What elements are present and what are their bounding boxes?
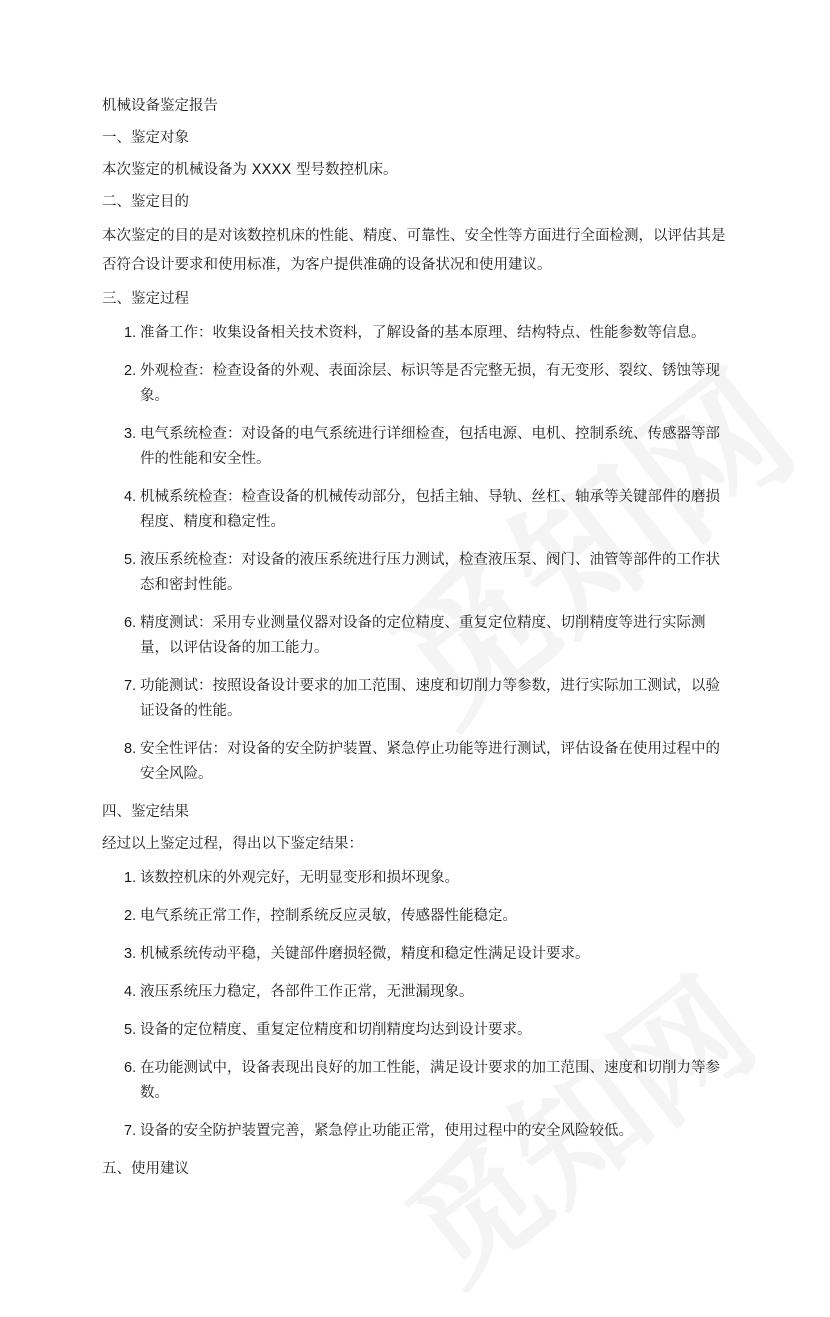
list-number: 4. — [124, 984, 137, 1000]
list-number: 5. — [124, 1022, 137, 1038]
list-item — [102, 422, 732, 472]
document-title: 机械设备鉴定报告 — [102, 98, 218, 114]
list-item — [102, 1056, 732, 1106]
section-heading: 二、鉴定目的 — [102, 194, 189, 210]
list-number: 7. — [124, 678, 137, 694]
section-heading: 四、鉴定结果 — [102, 804, 189, 820]
list-number: 5. — [124, 552, 137, 568]
section-heading: 三、鉴定过程 — [102, 291, 189, 307]
document-page — [102, 94, 732, 1182]
list-item-text: 机械系统传动平稳，关键部件磨损轻微，精度和稳定性满足设计要求。 — [140, 946, 590, 962]
list-item-text: 精度测试：采用专业测量仪器对设备的定位精度、重复定位精度、切削精度等进行实际测量，以评估设备的加工能力。 — [140, 615, 706, 656]
list-number: 2. — [124, 908, 137, 924]
list-item-text: 该数控机床的外观完好，无明显变形和损坏现象。 — [140, 870, 459, 886]
list-number: 2. — [124, 363, 137, 379]
section-heading: 五、使用建议 — [102, 1161, 189, 1177]
list-item-text: 在功能测试中，设备表现出良好的加工性能，满足设计要求的加工范围、速度和切削力等参数。 — [140, 1060, 720, 1101]
list-number: 6. — [124, 615, 137, 631]
result-list — [102, 866, 732, 1144]
section-heading: 一、鉴定对象 — [102, 130, 189, 146]
list-item-text: 电气系统正常工作，控制系统反应灵敏，传感器性能稳定。 — [140, 908, 517, 924]
list-item-text: 机械系统检查：检查设备的机械传动部分，包括主轴、导轨、丝杠、轴承等关键部件的磨损程度、精度和稳定性。 — [140, 489, 720, 530]
list-item-text: 设备的安全防护装置完善，紧急停止功能正常，使用过程中的安全风险较低。 — [140, 1123, 633, 1139]
list-item — [102, 866, 732, 891]
section-text: 本次鉴定的目的是对该数控机床的性能、精度、可靠性、安全性等方面进行全面检测，以评估其是否符合设计要求和使用标准，为客户提供准确的设备状况和使用建议。 — [102, 228, 726, 273]
list-item-text: 准备工作：收集设备相关技术资料，了解设备的基本原理、结构特点、性能参数等信息。 — [140, 325, 706, 341]
list-item — [102, 980, 732, 1005]
list-item — [102, 611, 732, 661]
list-item — [102, 737, 732, 787]
list-item — [102, 904, 732, 929]
section-text: 经过以上鉴定过程，得出以下鉴定结果： — [102, 836, 363, 852]
list-item — [102, 1018, 732, 1043]
list-number: 3. — [124, 426, 137, 442]
list-item-text: 电气系统检查：对设备的电气系统进行详细检查，包括电源、电机、控制系统、传感器等部件的性能和安全性。 — [140, 426, 720, 467]
list-item — [102, 548, 732, 598]
section-text: 本次鉴定的机械设备为 XXXX 型号数控机床。 — [102, 162, 398, 178]
list-number: 1. — [124, 325, 137, 341]
list-number: 6. — [124, 1060, 137, 1076]
list-number: 1. — [124, 870, 137, 886]
list-item-text: 外观检查：检查设备的外观、表面涂层、标识等是否完整无损，有无变形、裂纹、锈蚀等现象。 — [140, 363, 720, 404]
process-list — [102, 321, 732, 787]
list-item — [102, 359, 732, 409]
list-number: 3. — [124, 946, 137, 962]
list-item — [102, 485, 732, 535]
list-item — [102, 1119, 732, 1144]
list-number: 7. — [124, 1123, 137, 1139]
list-item — [102, 674, 732, 724]
list-item-text: 设备的定位精度、重复定位精度和切削精度均达到设计要求。 — [140, 1022, 532, 1038]
list-item-text: 功能测试：按照设备设计要求的加工范围、速度和切削力等参数，进行实际加工测试，以验证设备的性能。 — [140, 678, 720, 719]
list-item — [102, 321, 732, 346]
list-item — [102, 942, 732, 967]
list-item-text: 液压系统检查：对设备的液压系统进行压力测试，检查液压泵、阀门、油管等部件的工作状态和密封性能。 — [140, 552, 720, 593]
list-number: 8. — [124, 741, 137, 757]
list-number: 4. — [124, 489, 137, 505]
list-item-text: 液压系统压力稳定，各部件工作正常，无泄漏现象。 — [140, 984, 474, 1000]
list-item-text: 安全性评估：对设备的安全防护装置、紧急停止功能等进行测试，评估设备在使用过程中的安全风险。 — [140, 741, 720, 782]
